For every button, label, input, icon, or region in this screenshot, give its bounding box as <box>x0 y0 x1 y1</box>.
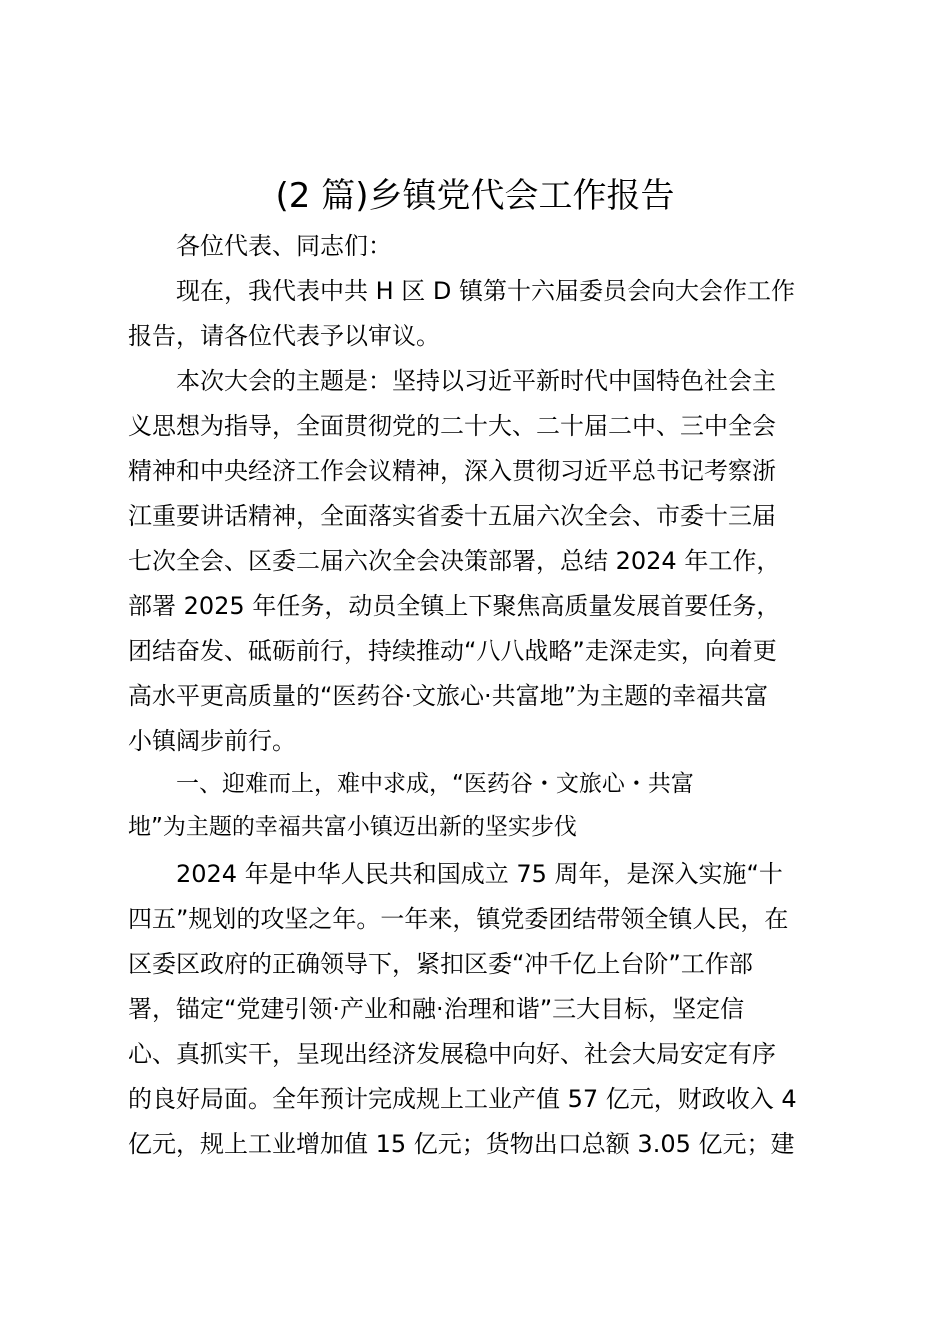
paragraph-line: 的良好局面。全年预计完成规上工业产值 57 亿元，财政收入 4 <box>128 1085 797 1113</box>
paragraph-line: 四五”规划的攻坚之年。一年来，镇党委团结带领全镇人民，在 <box>128 905 789 933</box>
paragraph-line: 江重要讲话精神，全面落实省委十五届六次全会、市委十三届 <box>128 502 776 530</box>
paragraph-line: 心、真抓实干，呈现出经济发展稳中向好、社会大局安定有序 <box>128 1040 776 1068</box>
paragraph-line: 七次全会、区委二届六次全会决策部署，总结 2024 年工作， <box>128 547 781 575</box>
paragraph-line: 署，锚定“党建引领·产业和融·治理和谐”三大目标，坚定信 <box>128 995 745 1023</box>
paragraph-line: 报告，请各位代表予以审议。 <box>128 322 440 350</box>
paragraph-line: 小镇阔步前行。 <box>128 727 296 755</box>
paragraph-line: 现在，我代表中共 H 区 D 镇第十六届委员会向大会作工作 <box>176 277 796 305</box>
paragraph-line: 团结奋发、砥砺前行，持续推动“八八战略”走深走实，向着更 <box>128 637 777 665</box>
paragraph-line: 亿元，规上工业增加值 15 亿元；货物出口总额 3.05 亿元；建 <box>128 1130 795 1158</box>
salutation-line: 各位代表、同志们： <box>176 232 392 260</box>
section-heading-line: 一、迎难而上，难中求成，“医药谷・文旅心・共富 <box>176 771 694 797</box>
paragraph-line: 精神和中央经济工作会议精神，深入贯彻习近平总书记考察浙 <box>128 457 776 485</box>
paragraph-line: 义思想为指导，全面贯彻党的二十大、二十届二中、三中全会 <box>128 412 776 440</box>
paragraph-line: 2024 年是中华人民共和国成立 75 周年，是深入实施“十 <box>176 860 783 888</box>
paragraph-line: 本次大会的主题是：坚持以习近平新时代中国特色社会主 <box>176 367 776 395</box>
section-heading-line: 地”为主题的幸福共富小镇迈出新的坚实步伐 <box>128 814 577 840</box>
paragraph-line: 高水平更高质量的“医药谷·文旅心·共富地”为主题的幸福共富 <box>128 682 769 710</box>
document-title: (2 篇)乡镇党代会工作报告 <box>275 176 675 216</box>
paragraph-line: 区委区政府的正确领导下，紧扣区委“冲千亿上台阶”工作部 <box>128 950 753 978</box>
paragraph-line: 部署 2025 年任务，动员全镇上下聚焦高质量发展首要任务， <box>128 592 781 620</box>
